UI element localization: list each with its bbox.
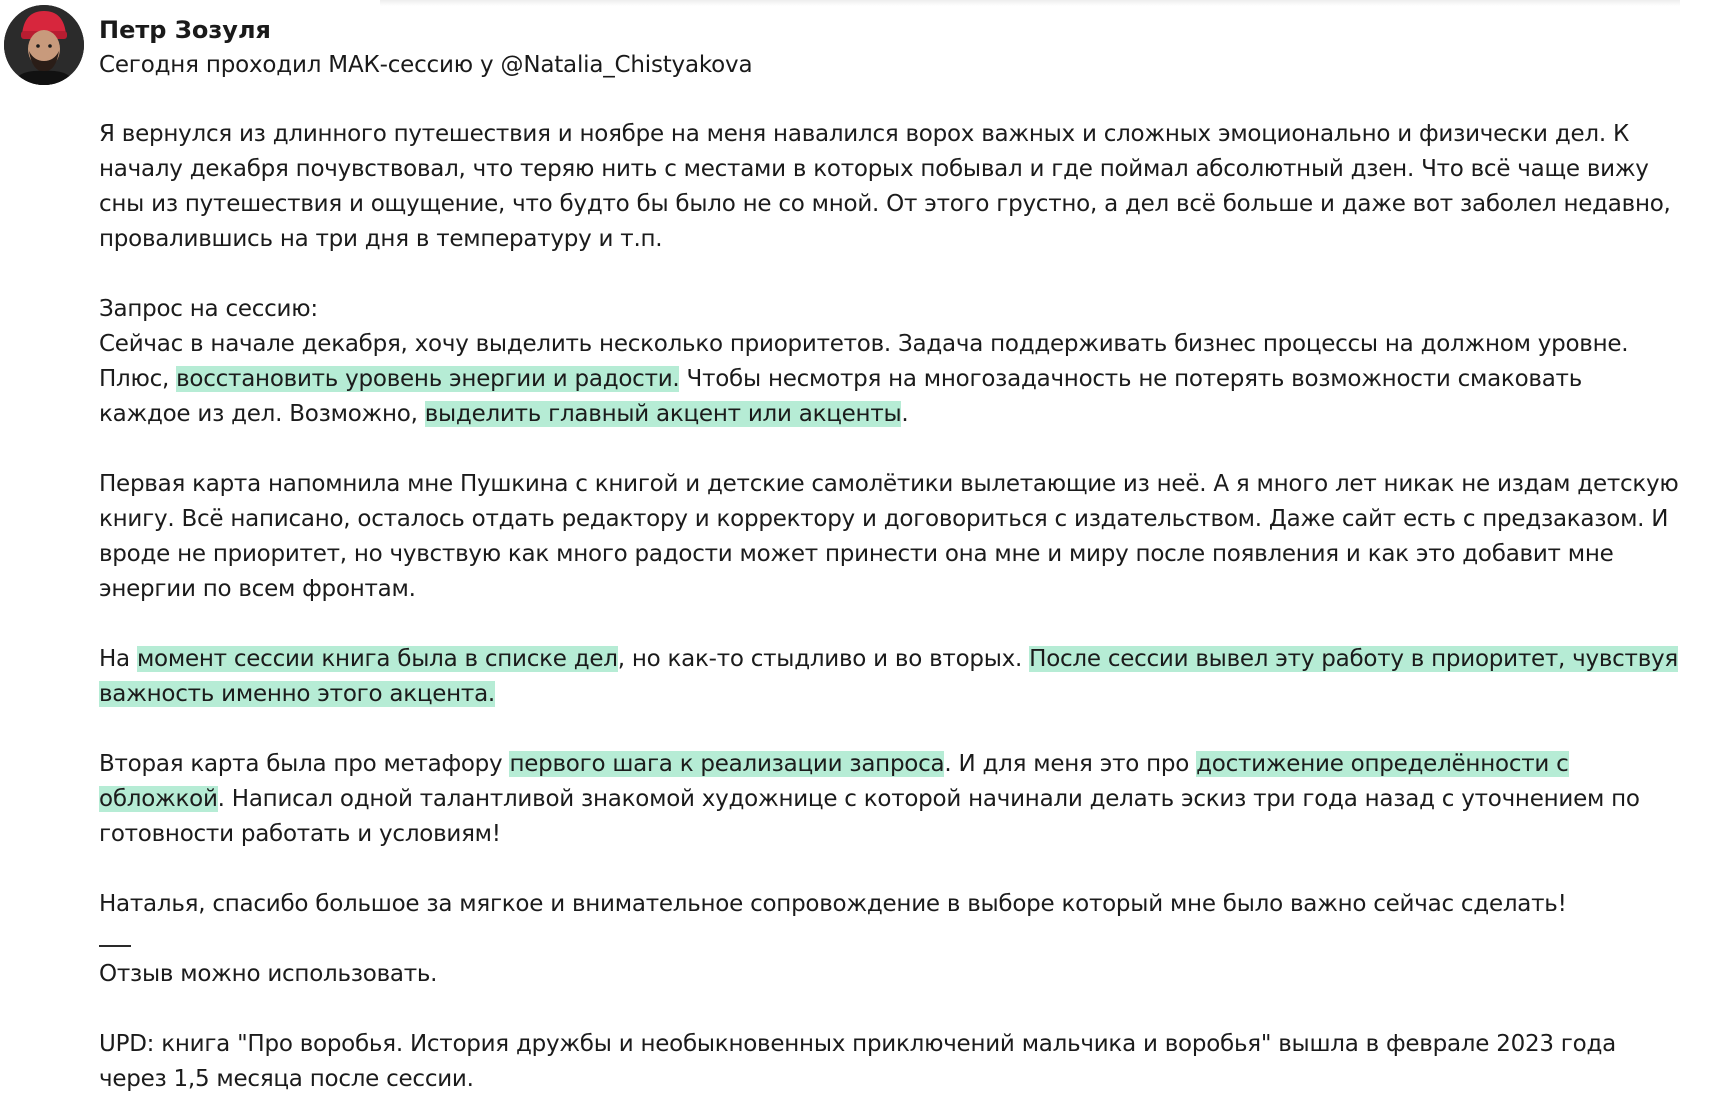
body-line xyxy=(99,747,1669,782)
author-avatar[interactable] xyxy=(4,5,84,85)
body-line: Сейчас в начале декабря, хочу выделить несколько приоритетов. Задача поддерживать бизнес процессы на должном уровне. xyxy=(99,331,1629,357)
text-fragment: Чтобы несмотря на многозадачность не потерять возможности смаковать xyxy=(679,366,1583,392)
body-line: Отзыв можно использовать. xyxy=(99,961,438,987)
body-line xyxy=(99,782,1669,817)
highlighted-text: момент сессии книга была в списке дел xyxy=(136,646,618,672)
text-fragment: Вторая карта была про метафору xyxy=(99,751,510,777)
post-body xyxy=(99,117,1679,1097)
body-line: Наталья, спасибо большое за мягкое и внимательное сопровождение в выборе который мне было важно сейчас сделать! xyxy=(99,891,1567,917)
body-line: через 1,5 месяца после сессии. xyxy=(99,1066,474,1092)
body-line: началу декабря почувствовал, что теряю нить с местами в которых побывал и где поймал абсолютный дзен. Что всё чаще вижу xyxy=(99,156,1649,182)
body-line: книгу. Всё написано, осталось отдать редактору и корректору и договориться с издательством. Даже сайт есть с предзаказом. И xyxy=(99,506,1669,532)
body-line: Я вернулся из длинного путешествия и ноябре на меня навалился ворох важных и сложных эмоционально и физически дел. К xyxy=(99,121,1630,147)
body-line: вроде не приоритет, но чувствую как много радости может принести она мне и миру после появления и как это добавит мне xyxy=(99,541,1614,567)
body-line: Первая карта напомнила мне Пушкина с книгой и детские самолётики вылетающие из неё. А я много лет никак не издам детскую xyxy=(99,471,1679,497)
highlighted-text: восстановить уровень энергии и радости. xyxy=(176,366,680,392)
highlighted-text: важность именно этого акцента. xyxy=(99,681,495,707)
body-line xyxy=(99,642,1678,677)
post-subtitle: Сегодня проходил МАК-сессию у @Natalia_Chistyakova xyxy=(99,52,753,78)
body-line: энергии по всем фронтам. xyxy=(99,576,416,602)
text-fragment: каждое из дел. Возможно, xyxy=(99,401,425,427)
body-line xyxy=(99,677,1669,712)
highlighted-text: первого шага к реализации запроса xyxy=(509,751,945,777)
highlighted-text: После сессии вывел эту работу в приоритет, чувствуя xyxy=(1029,646,1678,672)
text-fragment: , но как-то стыдливо и во вторых. xyxy=(617,646,1030,672)
body-line: UPD: книга "Про воробья. История дружбы и необыкновенных приключений мальчика и воробья" вышла в феврале 2023 года xyxy=(99,1031,1616,1057)
body-line xyxy=(99,397,1669,432)
highlighted-text: достижение определённости с xyxy=(1196,751,1569,777)
body-line xyxy=(99,362,1669,397)
text-fragment: Плюс, xyxy=(99,366,177,392)
text-fragment: . Написал одной талантливой знакомой художнице с которой начинали делать эскиз три года назад с уточнением по xyxy=(217,786,1640,812)
text-fragment: . xyxy=(901,401,909,427)
text-fragment: На xyxy=(99,646,137,672)
body-line: сны из путешествия и ощущение, что будто бы было не со мной. От этого грустно, а дел всё больше и даже вот заболел недавно, xyxy=(99,191,1671,217)
highlighted-text: обложкой xyxy=(99,786,218,812)
body-line: Запрос на сессию: xyxy=(99,296,318,322)
short-divider xyxy=(99,922,1669,957)
author-name[interactable]: Петр Зозуля xyxy=(99,16,271,44)
body-line: провалившись на три дня в температуру и т.п. xyxy=(99,226,663,252)
highlighted-text: выделить главный акцент или акценты xyxy=(424,401,902,427)
body-line: готовности работать и условиям! xyxy=(99,821,501,847)
text-fragment: . И для меня это про xyxy=(944,751,1197,777)
